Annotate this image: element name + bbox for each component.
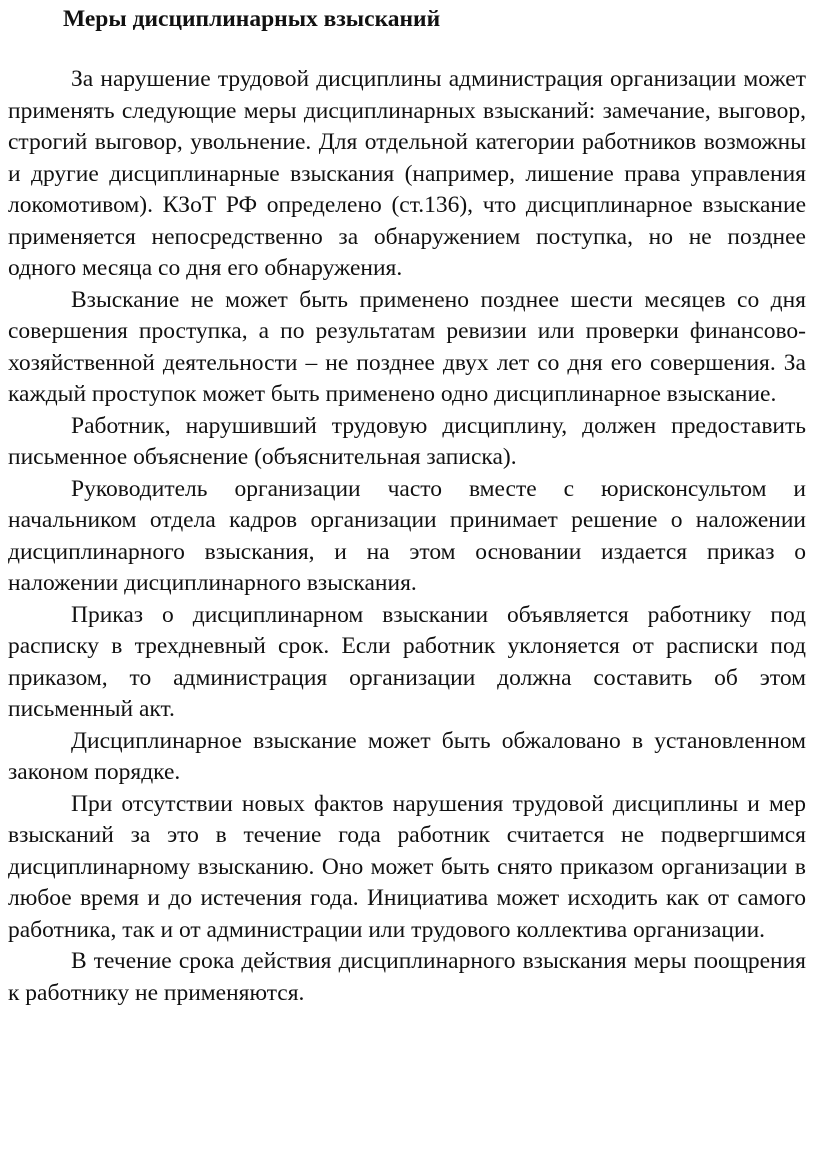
- paragraph-penalty-types: За нарушение трудовой дисциплины администрация организации может применять следующие меры дисциплинарных взысканий: замечание, выговор, строгий выговор, увольнение. Для отдельной категории работников возможны и другие дисциплинарные взыскания (например, лишение права управления локомотивом). КЗоТ РФ определено (ст.136), что дисциплинарное взыскание применяется непосредственно за обнаружением поступка, но не позднее одного месяца со дня его обнаружения.: [8, 66, 806, 281]
- paragraph-removal: При отсутствии новых фактов нарушения трудовой дисциплины и мер взысканий за это в течение года работник считается не подвергшимся дисциплинарному взысканию. Оно может быть снято приказом организации в любое время и до истечения года. Инициатива может исходить как от самого работника, так и от администрации или трудового коллектива организации.: [8, 790, 806, 943]
- paragraph-order-announcement: Приказ о дисциплинарном взыскании объявляется работнику под расписку в трехдневный срок. Если работник уклоняется от расписки под приказом, то администрация организации должна составить об этом письменный акт.: [8, 601, 806, 722]
- document-title: Меры дисциплинарных взысканий: [63, 6, 441, 32]
- paragraph-no-rewards: В течение срока действия дисциплинарного взыскания меры поощрения к работнику не применяются.: [8, 948, 806, 1006]
- paragraph-decision: Руководитель организации часто вместе с юрисконсультом и начальником отдела кадров организации принимает решение о наложении дисциплинарного взыскания, и на этом основании издается приказ о наложении дисциплинарного взыскания.: [8, 475, 806, 596]
- paragraph-time-limits: Взыскание не может быть применено позднее шести месяцев со дня совершения проступка, а по результатам ревизии или проверки финансово-хозяйственной деятельности – не позднее двух лет со дня его совершения. За каждый проступок может быть применено одно дисциплинарное взыскание.: [8, 286, 806, 407]
- paragraph-appeal: Дисциплинарное взыскание может быть обжаловано в установленном законом порядке.: [8, 727, 806, 785]
- document-page: [8, 4, 806, 1009]
- paragraph-explanation: Работник, нарушивший трудовую дисциплину, должен предоставить письменное объяснение (объяснительная записка).: [8, 412, 806, 470]
